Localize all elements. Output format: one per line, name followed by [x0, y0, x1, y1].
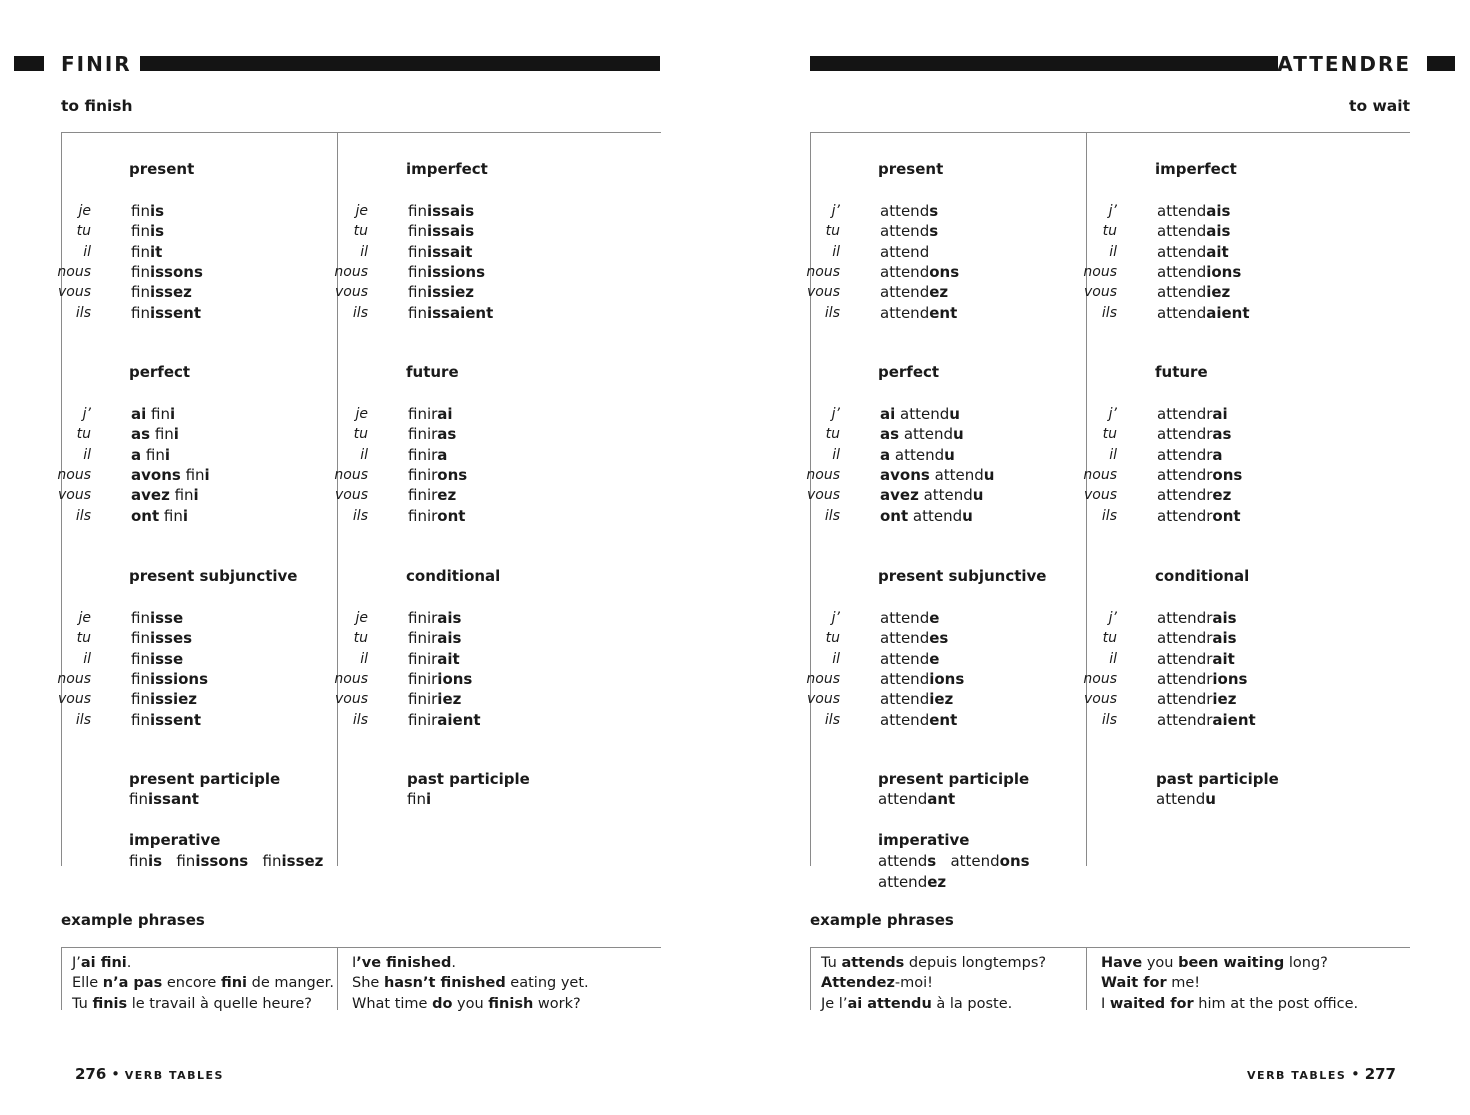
conjugation-row — [334, 485, 598, 505]
pronoun: ils — [824, 304, 840, 321]
conjugation-row — [334, 669, 598, 689]
pronoun: nous — [806, 263, 840, 280]
verb-form: attendions — [880, 669, 965, 688]
pronoun: tu — [76, 426, 91, 443]
verb-form: finissent — [131, 710, 201, 729]
conjugation-row — [1083, 465, 1347, 485]
verb-form: ont fini — [131, 506, 189, 525]
conjugation-row — [806, 262, 1070, 282]
pronoun: il — [360, 243, 368, 260]
conjugation-row — [810, 506, 1070, 526]
conjugation-row — [61, 201, 321, 221]
verb-form: finiras — [408, 425, 457, 444]
conjugation-row — [1087, 608, 1347, 628]
conjugation-row — [334, 262, 598, 282]
examples-french — [821, 953, 1046, 1014]
pronoun: nous — [57, 670, 91, 687]
footer-separator: • — [1351, 1065, 1360, 1083]
verb-form: finisse — [131, 609, 184, 627]
verb-form: attende — [880, 609, 940, 627]
verb-form: attendrions — [1157, 669, 1248, 688]
imperative-line: attendez — [878, 872, 947, 891]
example-border-left — [810, 948, 811, 1010]
pronoun: ils — [1101, 507, 1117, 524]
pronoun: tu — [353, 630, 368, 647]
pronoun: j’ — [831, 610, 840, 626]
header-bar-right-stub — [1427, 56, 1455, 71]
pronoun: vous — [1083, 284, 1117, 301]
pronoun: vous — [1083, 691, 1117, 708]
tense-label: present subjunctive — [129, 567, 298, 585]
conjugation-row — [57, 262, 321, 282]
verb-form: finissais — [408, 202, 475, 220]
conjugation-row — [61, 649, 321, 669]
conjugation-row — [1083, 262, 1347, 282]
verb-form: finira — [408, 445, 448, 464]
verb-form: attendrai — [1157, 405, 1228, 423]
example-phrase: Attendez-moi! — [821, 975, 933, 992]
examples-english — [1101, 953, 1358, 1014]
pronoun: tu — [1102, 426, 1117, 443]
pronoun: nous — [57, 466, 91, 483]
verb-form: finissions — [131, 669, 209, 688]
conjugation-row — [1083, 282, 1347, 302]
pronoun: j’ — [831, 406, 840, 422]
example-phrases-table — [810, 947, 1410, 1012]
past-participle-label: past participle — [1156, 770, 1279, 788]
pronoun: vous — [806, 487, 840, 504]
pronoun: nous — [1083, 466, 1117, 483]
verb-form: finissons — [131, 262, 203, 281]
pronoun: nous — [806, 670, 840, 687]
conjugation-row — [338, 506, 598, 526]
verb-form: attendrez — [1157, 486, 1232, 505]
conjugation-row — [338, 221, 598, 241]
verb-form: finit — [131, 242, 163, 261]
pronoun: ils — [1101, 711, 1117, 728]
conjugation-row — [334, 465, 598, 485]
pronoun: j’ — [1108, 406, 1117, 422]
conjugation-row — [810, 445, 1070, 465]
pronoun: tu — [353, 426, 368, 443]
conjugation-row — [61, 445, 321, 465]
tense-label: present subjunctive — [878, 567, 1047, 585]
pronoun: ils — [824, 507, 840, 524]
conjugation-row — [334, 689, 598, 709]
conjugation-row — [810, 710, 1070, 730]
pronoun: vous — [1083, 487, 1117, 504]
footer-section: VERB TABLES — [1247, 1069, 1347, 1082]
pronoun: tu — [825, 630, 840, 647]
pronoun: vous — [334, 691, 368, 708]
verb-form: attendez — [880, 283, 949, 302]
conjugation-row — [1083, 485, 1347, 505]
pronoun: j’ — [82, 406, 91, 422]
pronoun: vous — [334, 284, 368, 301]
conjugation-row — [810, 303, 1070, 323]
pronoun: j’ — [1108, 203, 1117, 219]
imperative-line: attends attendons — [878, 852, 1030, 870]
tense-label: perfect — [129, 363, 191, 381]
verb-form: avez attendu — [880, 486, 984, 505]
verb-form: finirez — [408, 486, 457, 505]
pronoun: il — [832, 650, 840, 667]
pronoun: nous — [1083, 670, 1117, 687]
conjugation-row — [61, 221, 321, 241]
conjugation-row — [61, 404, 321, 424]
conjugation-row — [1087, 404, 1347, 424]
header-bar — [140, 56, 660, 71]
verb-form: a attendu — [880, 445, 955, 464]
verb-form: attendiez — [1157, 283, 1231, 302]
pronoun: ils — [75, 507, 91, 524]
conjugation-row — [338, 303, 598, 323]
imperative-label: imperative — [129, 831, 221, 849]
conjugation-table — [57, 132, 661, 870]
verb-form: attendent — [880, 303, 958, 322]
conjugation-row — [1087, 628, 1347, 648]
verb-form: ai fini — [131, 405, 176, 423]
verb-form: finissent — [131, 303, 201, 322]
conjugation-row — [810, 628, 1070, 648]
verb-form: ont attendu — [880, 506, 973, 525]
pronoun: tu — [1102, 630, 1117, 647]
verb-form: finisses — [131, 629, 193, 648]
example-phrase: Je l’ai attendu à la poste. — [821, 995, 1013, 1012]
verb-title: ATTENDRE — [1277, 52, 1411, 76]
conjugation-row — [61, 628, 321, 648]
verb-form: finirait — [408, 649, 460, 668]
verb-form: finisse — [131, 649, 184, 668]
pronoun: vous — [806, 284, 840, 301]
page-number: 277 — [1364, 1065, 1396, 1083]
pronoun: ils — [824, 711, 840, 728]
tense-label: conditional — [406, 567, 501, 585]
verb-form: finissais — [408, 222, 475, 241]
verb-form: attendra — [1157, 445, 1223, 464]
verb-form: as attendu — [880, 425, 964, 444]
verb-form: attendraient — [1157, 710, 1256, 729]
footer-separator: • — [111, 1065, 120, 1083]
conjugation-row — [338, 201, 598, 221]
present-participle-label: present participle — [129, 770, 281, 788]
example-phrases-table — [61, 947, 661, 1012]
conjugation-row — [338, 628, 598, 648]
conjugation-row — [1087, 201, 1347, 221]
header-bar-left-stub — [14, 56, 44, 71]
example-phrase: I’ve finished. — [352, 955, 456, 971]
conjugation-row — [1087, 303, 1347, 323]
pronoun: je — [78, 610, 91, 626]
example-column-divider — [1086, 948, 1087, 1010]
present-participle-form: attendant — [878, 790, 956, 808]
pronoun: ils — [1101, 304, 1117, 321]
conjugation-row — [61, 424, 321, 444]
verb-form: finis — [131, 202, 165, 220]
conjugation-row — [1087, 242, 1347, 262]
verb-form: avons fini — [131, 465, 210, 484]
conjugation-row — [1087, 710, 1347, 730]
conjugation-row — [61, 303, 321, 323]
verb-form: finiriez — [408, 690, 462, 709]
pronoun: il — [83, 243, 91, 260]
verb-form: attendriez — [1157, 690, 1237, 709]
pronoun: nous — [334, 263, 368, 280]
example-phrase: I waited for him at the post office. — [1101, 995, 1359, 1012]
conjugation-row — [806, 465, 1070, 485]
conjugation-row — [57, 689, 321, 709]
tense-label: present — [878, 160, 944, 178]
tense-label: conditional — [1155, 567, 1250, 585]
imperative-forms — [878, 851, 1030, 892]
verb-form: attends — [880, 222, 939, 241]
conjugation-row — [810, 649, 1070, 669]
tense-label: imperfect — [1155, 160, 1237, 178]
verb-form: as fini — [131, 425, 179, 444]
pronoun: il — [83, 446, 91, 463]
conjugation-row — [810, 242, 1070, 262]
present-participle-label: present participle — [878, 770, 1030, 788]
verb-title: FINIR — [61, 52, 132, 76]
verb-form: finirais — [408, 629, 462, 648]
example-phrase: Tu attends depuis longtemps? — [821, 955, 1047, 971]
pronoun: il — [1109, 446, 1117, 463]
example-phrase: Have you been waiting long? — [1101, 955, 1328, 971]
example-phrase: Tu finis le travail à quelle heure? — [72, 995, 312, 1012]
pronoun: tu — [1102, 223, 1117, 240]
conjugation-row — [61, 608, 321, 628]
pronoun: nous — [334, 466, 368, 483]
conjugation-row — [1083, 689, 1347, 709]
pronoun: vous — [57, 487, 91, 504]
conjugation-row — [57, 282, 321, 302]
past-participle-label: past participle — [407, 770, 530, 788]
conjugation-row — [57, 669, 321, 689]
pronoun: ils — [352, 711, 368, 728]
footer-section: VERB TABLES — [124, 1069, 224, 1082]
conjugation-row — [806, 485, 1070, 505]
example-phrase: Elle n’a pas encore fini de manger. — [72, 975, 334, 992]
verb-form: finissez — [131, 283, 192, 302]
verb-form: a fini — [131, 445, 171, 464]
verb-form: attendons — [880, 262, 960, 281]
conjugation-row — [61, 506, 321, 526]
conjugation-row — [61, 710, 321, 730]
verb-form: attendrais — [1157, 609, 1237, 627]
verb-form: finiront — [408, 506, 466, 525]
verb-form: finirai — [408, 405, 453, 423]
conjugation-row — [338, 242, 598, 262]
conjugation-row — [1087, 221, 1347, 241]
conjugation-row — [810, 221, 1070, 241]
verb-form: attendaient — [1157, 303, 1250, 322]
pronoun: vous — [57, 691, 91, 708]
verb-form: attendras — [1157, 425, 1232, 444]
verb-form: avons attendu — [880, 465, 995, 484]
verb-form: ai attendu — [880, 405, 960, 423]
conjugation-row — [57, 465, 321, 485]
conjugation-table — [806, 132, 1410, 891]
verb-form: attendait — [1157, 242, 1229, 261]
imperative-forms — [129, 851, 323, 872]
pronoun: je — [355, 610, 368, 626]
pronoun: je — [355, 406, 368, 422]
conjugation-row — [338, 404, 598, 424]
example-phrase: Wait for me! — [1101, 975, 1201, 992]
pronoun: ils — [352, 507, 368, 524]
pronoun: il — [832, 243, 840, 260]
conjugation-row — [338, 649, 598, 669]
pronoun: il — [83, 650, 91, 667]
verb-form: finissaient — [408, 303, 494, 322]
example-phrases-label: example phrases — [61, 911, 205, 929]
examples-french — [72, 953, 334, 1014]
conjugation-row — [338, 608, 598, 628]
conjugation-row — [338, 710, 598, 730]
tense-label: present — [129, 160, 195, 178]
verb-form: finissait — [408, 242, 473, 261]
verb-form: attendront — [1157, 506, 1241, 525]
verb-form: attendions — [1157, 262, 1242, 281]
pronoun: nous — [334, 670, 368, 687]
conjugation-row — [1083, 669, 1347, 689]
verb-form: finissiez — [408, 283, 475, 302]
past-participle-form: attendu — [1156, 790, 1216, 808]
pronoun: tu — [76, 630, 91, 647]
right-page — [735, 0, 1470, 1115]
verb-form: finirais — [408, 609, 462, 627]
conjugation-row — [61, 242, 321, 262]
examples-english — [352, 953, 589, 1014]
conjugation-row — [810, 404, 1070, 424]
verb-form: attend — [880, 242, 930, 261]
verb-form: attends — [880, 202, 939, 220]
verb-form: attendais — [1157, 202, 1231, 220]
verb-form: finis — [131, 222, 165, 241]
conjugation-row — [1087, 506, 1347, 526]
conjugation-row — [806, 689, 1070, 709]
pronoun: nous — [57, 263, 91, 280]
verb-meaning: to finish — [61, 97, 133, 115]
pronoun: vous — [57, 284, 91, 301]
pronoun: ils — [75, 304, 91, 321]
conjugation-row — [334, 282, 598, 302]
example-phrase: J’ai fini. — [72, 955, 132, 971]
example-phrase: What time do you finish work? — [352, 995, 581, 1012]
pronoun: tu — [825, 426, 840, 443]
verb-meaning: to wait — [1349, 97, 1410, 115]
pronoun: vous — [806, 691, 840, 708]
pronoun: il — [360, 446, 368, 463]
pronoun: il — [832, 446, 840, 463]
verb-form: attendrait — [1157, 649, 1235, 668]
pronoun: vous — [334, 487, 368, 504]
conjugation-row — [1087, 649, 1347, 669]
imperative-line: finis finissons finissez — [129, 852, 324, 870]
verb-form: finirons — [408, 465, 468, 484]
pronoun: j’ — [831, 203, 840, 219]
conjugation-row — [810, 424, 1070, 444]
pronoun: j’ — [1108, 610, 1117, 626]
header-bar — [810, 56, 1278, 71]
imperative-label: imperative — [878, 831, 970, 849]
page-number: 276 — [75, 1065, 107, 1083]
pronoun: ils — [352, 304, 368, 321]
pronoun: je — [78, 203, 91, 219]
pronoun: nous — [1083, 263, 1117, 280]
verb-form: finiraient — [408, 710, 481, 729]
verb-form: attende — [880, 649, 940, 668]
conjugation-row — [57, 485, 321, 505]
example-phrase: She hasn’t finished eating yet. — [352, 975, 589, 992]
conjugation-row — [1087, 424, 1347, 444]
verb-form: attendais — [1157, 222, 1231, 241]
conjugation-row — [338, 424, 598, 444]
verb-form: attendent — [880, 710, 958, 729]
verb-form: attendes — [880, 629, 949, 648]
conjugation-row — [806, 669, 1070, 689]
verb-form: attendiez — [880, 690, 954, 709]
tense-label: perfect — [878, 363, 940, 381]
pronoun: tu — [76, 223, 91, 240]
conjugation-row — [810, 608, 1070, 628]
conjugation-row — [806, 282, 1070, 302]
example-border-left — [61, 948, 62, 1010]
verb-form: attendrons — [1157, 465, 1243, 484]
pronoun: ils — [75, 711, 91, 728]
pronoun: tu — [353, 223, 368, 240]
tense-label: future — [1155, 363, 1208, 381]
pronoun: tu — [825, 223, 840, 240]
tense-label: future — [406, 363, 459, 381]
page-footer — [1247, 1065, 1396, 1083]
verb-form: finissiez — [131, 690, 198, 709]
verb-form: finirions — [408, 669, 473, 688]
present-participle-form: finissant — [129, 790, 199, 808]
page-footer — [75, 1065, 224, 1083]
verb-form: attendrais — [1157, 629, 1237, 648]
verb-form: finissions — [408, 262, 486, 281]
conjugation-row — [1087, 445, 1347, 465]
past-participle-form: fini — [407, 790, 432, 808]
pronoun: il — [1109, 650, 1117, 667]
pronoun: il — [360, 650, 368, 667]
pronoun: il — [1109, 243, 1117, 260]
example-phrases-label: example phrases — [810, 911, 954, 929]
conjugation-row — [338, 445, 598, 465]
tense-label: imperfect — [406, 160, 488, 178]
pronoun: nous — [806, 466, 840, 483]
pronoun: je — [355, 203, 368, 219]
example-column-divider — [337, 948, 338, 1010]
conjugation-row — [810, 201, 1070, 221]
verb-form: avez fini — [131, 486, 199, 505]
